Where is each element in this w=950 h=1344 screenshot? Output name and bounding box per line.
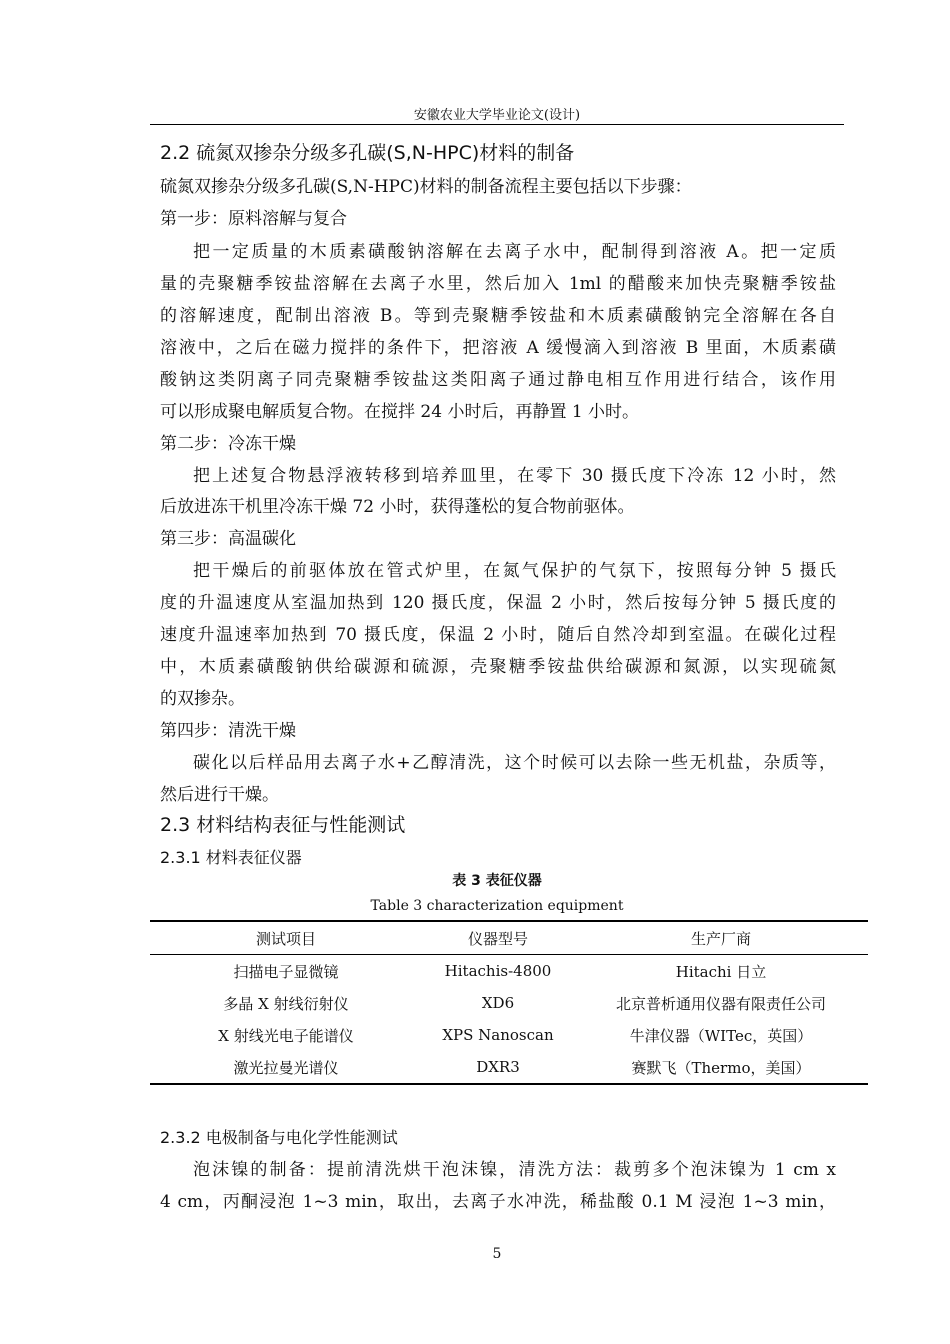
table-cell: 牛津仪器（WITec，英国） bbox=[629, 1026, 813, 1045]
step3-line: 速度升温速率加热到 70 摄氏度，保温 2 小时，随后自然冷却到室温。在碳化过程 bbox=[160, 625, 836, 645]
header-rule bbox=[150, 124, 844, 125]
table-row bbox=[150, 987, 868, 1019]
table-cell: 扫描电子显微镜 bbox=[233, 962, 339, 981]
step1-line: 的溶解速度，配制出溶液 B。等到壳聚糖季铵盐和木质素磺酸钠完全溶解在各自 bbox=[160, 306, 836, 326]
step4-line: 然后进行干燥。 bbox=[160, 785, 279, 805]
table-cell: XD6 bbox=[481, 994, 515, 1012]
table-cell: 北京普析通用仪器有限责任公司 bbox=[615, 994, 826, 1013]
step1-line: 可以形成聚电解质复合物。在搅拌 24 小时后，再静置 1 小时。 bbox=[160, 402, 640, 422]
step1-line: 把一定质量的木质素磺酸钠溶解在去离子水中，配制得到溶液 A。把一定质 bbox=[193, 242, 836, 262]
step2-title: 第二步：冷冻干燥 bbox=[160, 434, 296, 454]
page-header: 安徽农业大学毕业论文(设计) bbox=[413, 108, 581, 123]
table-cell: Hitachis-4800 bbox=[444, 962, 552, 980]
step2-line: 后放进冻干机里冷冻干燥 72 小时，获得蓬松的复合物前驱体。 bbox=[160, 497, 635, 517]
section-2-3-heading: 2.3 材料结构表征与性能测试 bbox=[160, 814, 406, 836]
paragraph-line: 4 cm，丙酮浸泡 1~3 min，取出，去离子水冲洗，稀盐酸 0.1 M 浸泡 1~3 min， bbox=[160, 1192, 836, 1212]
subsection-2-3-2-heading: 2.3.2 电极制备与电化学性能测试 bbox=[160, 1128, 398, 1147]
table-cell: 激光拉曼光谱仪 bbox=[233, 1058, 339, 1077]
step2-line: 把上述复合物悬浮液转移到培养皿里，在零下 30 摄氏度下冷冻 12 小时，然 bbox=[193, 466, 836, 486]
step3-line: 的双掺杂。 bbox=[160, 689, 245, 709]
section-2-2-heading: 2.2 硫氮双掺杂分级多孔碳(S,N-HPC)材料的制备 bbox=[160, 142, 575, 164]
table-cell: 赛默飞（Thermo，美国） bbox=[631, 1058, 811, 1077]
table-cell: X 射线光电子能谱仪 bbox=[218, 1026, 354, 1045]
step3-line: 中，木质素磺酸钠供给碳源和硫源，壳聚糖季铵盐供给碳源和氮源，以实现硫氮 bbox=[160, 657, 836, 677]
step3-line: 把干燥后的前驱体放在管式炉里，在氮气保护的气氛下，按照每分钟 5 摄氏 bbox=[193, 561, 836, 581]
table-header-row bbox=[150, 921, 868, 955]
table-caption-cn: 表 3 表征仪器 bbox=[452, 873, 542, 889]
table-row bbox=[150, 1051, 868, 1084]
page-number: 5 bbox=[492, 1246, 502, 1262]
table-cell: 多晶 X 射线衍射仪 bbox=[223, 994, 349, 1013]
step4-title: 第四步：清洗干燥 bbox=[160, 721, 296, 741]
step1-line: 量的壳聚糖季铵盐溶解在去离子水里，然后加入 1ml 的醋酸来加快壳聚糖季铵盐 bbox=[160, 274, 836, 294]
paragraph-line: 泡沫镍的制备：提前清洗烘干泡沫镍，清洗方法：裁剪多个泡沫镍为 1 cm x bbox=[193, 1160, 836, 1180]
subsection-2-3-1-heading: 2.3.1 材料表征仪器 bbox=[160, 848, 302, 867]
table-header-cell: 仪器型号 bbox=[467, 929, 528, 948]
step1-title: 第一步：原料溶解与复合 bbox=[160, 209, 347, 229]
table-cell: DXR3 bbox=[476, 1058, 520, 1076]
section-2-2-intro: 硫氮双掺杂分级多孔碳(S,N-HPC)材料的制备流程主要包括以下步骤： bbox=[160, 177, 692, 197]
table-header-cell: 测试项目 bbox=[255, 929, 316, 948]
step1-line: 酸钠这类阴离子同壳聚糖季铵盐这类阳离子通过静电相互作用进行结合，该作用 bbox=[160, 370, 836, 390]
step3-line: 度的升温速度从室温加热到 120 摄氏度，保温 2 小时，然后按每分钟 5 摄氏度的 bbox=[160, 593, 836, 613]
step3-title: 第三步：高温碳化 bbox=[160, 529, 296, 549]
table-header-cell: 生产厂商 bbox=[690, 929, 751, 948]
step1-line: 溶液中，之后在磁力搅拌的条件下，把溶液 A 缓慢滴入到溶液 B 里面，木质素磺 bbox=[160, 338, 836, 358]
table-row bbox=[150, 1019, 868, 1051]
table-row bbox=[150, 955, 868, 988]
table-caption-en: Table 3 characterization equipment bbox=[370, 898, 624, 914]
equipment-table bbox=[150, 920, 868, 1085]
table-cell: XPS Nanoscan bbox=[442, 1026, 554, 1044]
step4-line: 碳化以后样品用去离子水+乙醇清洗，这个时候可以去除一些无机盐，杂质等， bbox=[193, 753, 836, 773]
table-cell: Hitachi 日立 bbox=[675, 962, 767, 981]
